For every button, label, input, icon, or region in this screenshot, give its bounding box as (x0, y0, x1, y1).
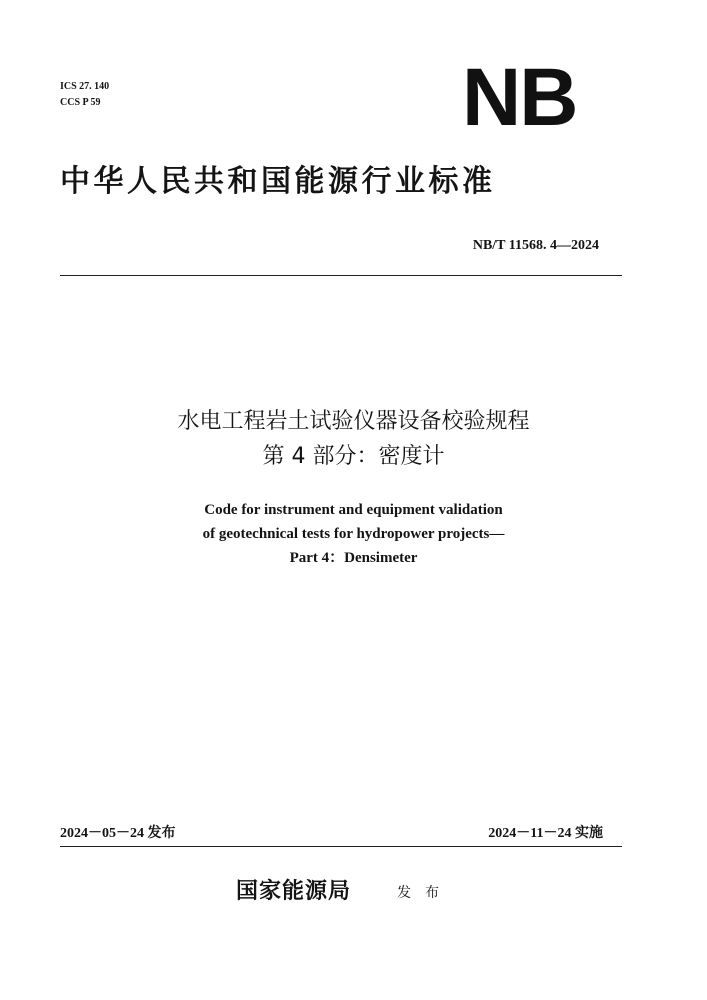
issue-date: 2024－05－24 发布 (60, 826, 176, 841)
en-title-line2: of geotechnical tests for hydropower projects— (202, 526, 505, 542)
standard-number: NB/T 11568. 4—2024 (472, 238, 599, 253)
classification-codes (60, 79, 109, 111)
issue-label: 发布 (397, 885, 453, 901)
issuer-name: 国家能源局 (236, 878, 352, 904)
nb-logo: NB (462, 52, 577, 143)
header-divider (60, 275, 622, 276)
en-title-line3: Part 4：Densimeter (289, 550, 418, 566)
org-title: 中华人民共和国能源行业标准 (60, 164, 496, 199)
cn-title-line1: 水电工程岩土试验仪器设备校验规程 (177, 409, 530, 434)
ccs-code: CCS P 59 (60, 97, 101, 108)
footer-divider (60, 846, 622, 847)
implementation-date: 2024－11－24 实施 (488, 826, 603, 841)
ics-code: ICS 27. 140 (60, 81, 110, 92)
en-title-line1: Code for instrument and equipment validation (204, 502, 503, 518)
cn-title-line2: 第 4 部分：密度计 (262, 444, 445, 469)
